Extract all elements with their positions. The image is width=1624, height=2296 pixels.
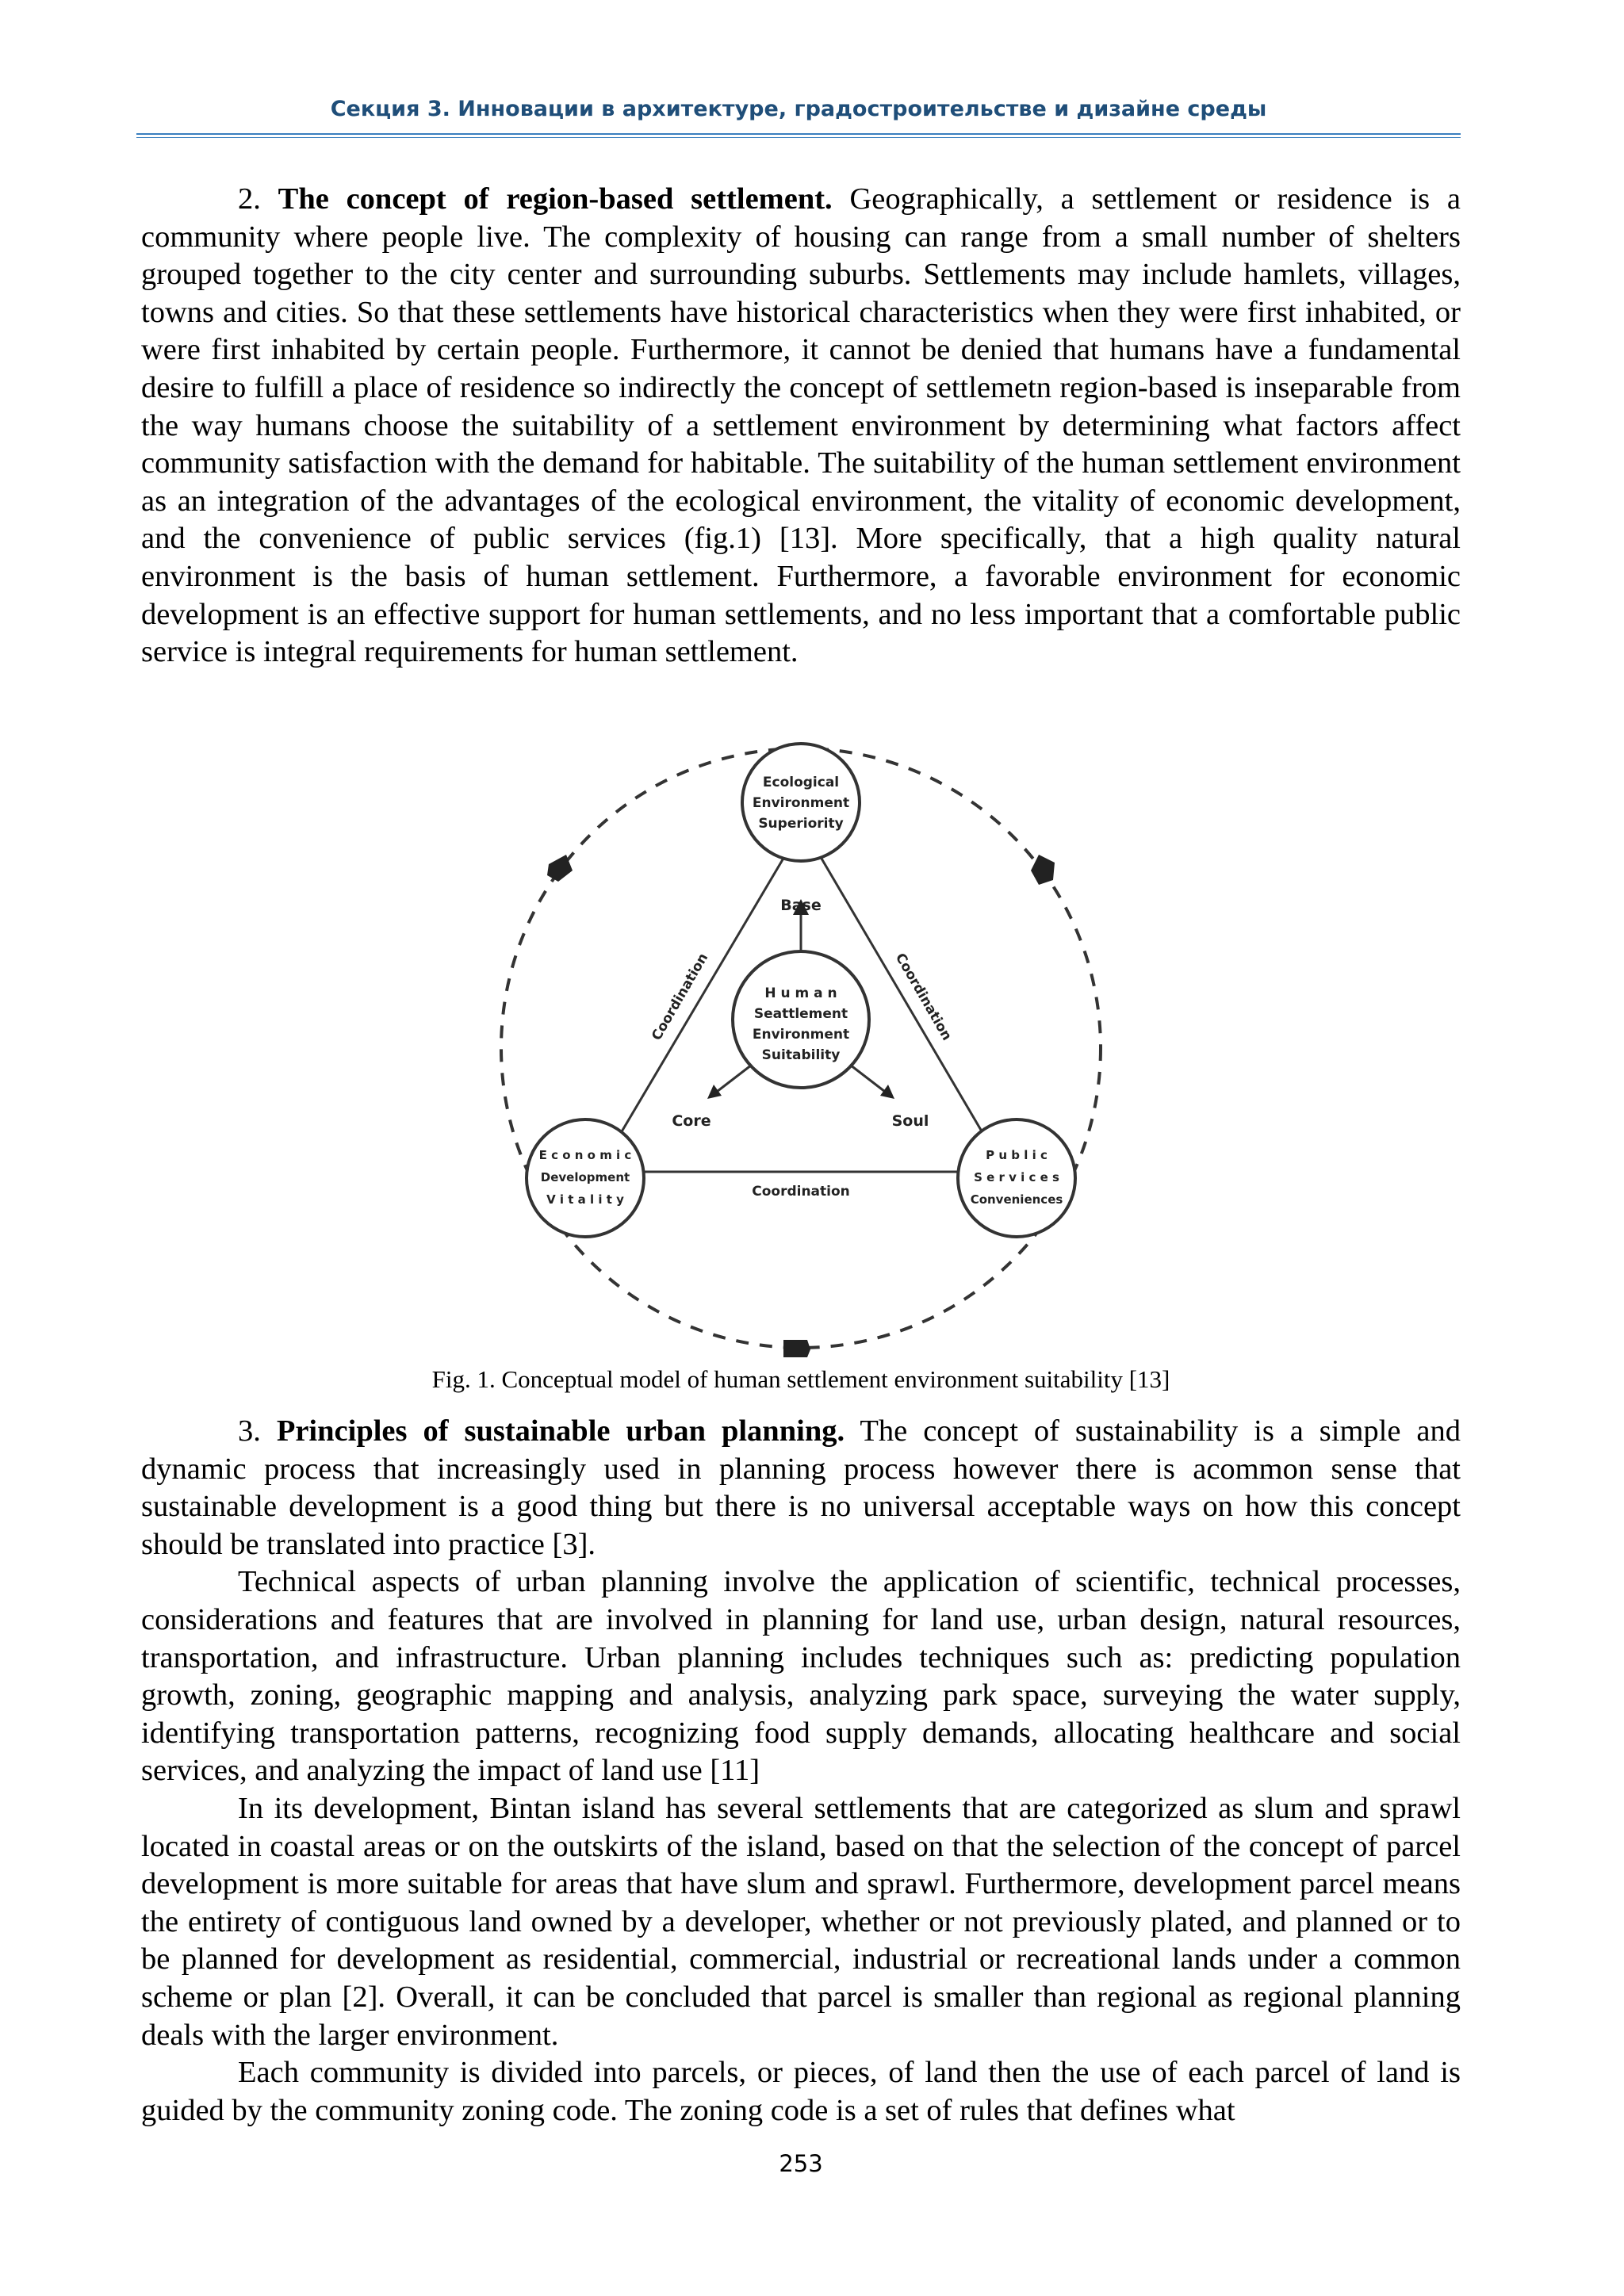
node-center-line4: Suitability	[761, 1047, 841, 1063]
paragraph-text: The concept of sustainability is a simple and dynamic process that increasingly used in planning process however there is acommon sense that sustainable development is a good thing but there is no universal acceptable ways on how this concept should be translated into practice [3].	[141, 1414, 1461, 1561]
node-ecological-line3: Superiority	[758, 816, 844, 832]
section-number: 3.	[238, 1414, 261, 1448]
label-soul: Soul	[891, 1112, 929, 1130]
node-public-line1: P u b l i c	[986, 1148, 1048, 1162]
label-coordination-bottom: Coordination	[752, 1184, 850, 1200]
section-2-block	[141, 181, 1461, 672]
paragraph-text: Geographically, a settlement or residence is a community where people live. The complexity of housing can range from a small number of shelters grouped together to the city center and surrounding suburbs. Settlements may include hamlets, villages, towns and cities. So that these settlements have historical characteristics when they were first inhabited, or were first inhabited by certain people. Furthermore, it cannot be denied that humans have a fundamental desire to fulfill a place of residence so indirectly the concept of settlemetn region-based is inseparable from the way humans choose the suitability of a settlement environment by determining what factors affect community satisfaction with the demand for habitable. The suitability of the human settlement environment as an integration of the advantages of the ecological environment, the vitality of economic development, and the convenience of public services (fig.1) [13]. More specifically, that a high quality natural environment is the basis of human settlement. Furthermore, a favorable environment for economic development is an effective support for human settlements, and no less important that a comfortable public service is integral requirements for human settlement.	[141, 182, 1461, 669]
arrow-soul	[847, 1062, 888, 1094]
node-ecological-line2: Environment	[752, 795, 850, 811]
node-ecological-line1: Ecological	[762, 775, 840, 790]
section-2-paragraph	[141, 181, 1461, 672]
running-header: Секция 3. Инновации в архитектуре, градостроительстве и дизайне среды	[330, 97, 1267, 121]
node-public-line3: Conveniences	[970, 1192, 1063, 1207]
node-public-line2: S e r v i c e s	[974, 1170, 1059, 1184]
arrow-core-head	[707, 1085, 722, 1099]
node-economic-line2: Development	[540, 1170, 630, 1184]
header-rule	[136, 133, 1461, 135]
section-number: 2.	[238, 182, 261, 216]
figure-caption: Fig. 1. Conceptual model of human settlement environment suitability [13]	[431, 1365, 1170, 1393]
arrow-core	[714, 1062, 755, 1094]
header-rule-thin	[136, 137, 1461, 138]
arrow-soul-head	[880, 1085, 894, 1099]
section-heading: The concept of region-based settlement.	[278, 182, 833, 216]
node-center-line2: Seattlement	[753, 1006, 848, 1022]
label-coordination-left: Coordination	[649, 951, 712, 1043]
outer-marker-bottom	[783, 1340, 810, 1357]
figure-conceptual-model	[476, 723, 1126, 1373]
section-heading: Principles of sustainable urban planning.	[276, 1414, 845, 1448]
label-base: Base	[780, 897, 822, 914]
label-core: Core	[672, 1112, 711, 1130]
node-economic-line3: V i t a l i t y	[546, 1192, 624, 1207]
node-center-line3: Environment	[752, 1027, 850, 1043]
section-3-block	[141, 1413, 1461, 2130]
node-center-line1: H u m a n	[764, 985, 837, 1001]
section-3-paragraph	[141, 1413, 1461, 1563]
paragraph: In its development, Bintan island has several settlements that are categorized as slum and sprawl located in coastal areas or on the outskirts of the island, based on that the selection of the concept of parcel development is more suitable for areas that have slum and sprawl. Furthermore, development parcel means the entirety of contiguous land owned by a developer, whether or not previously plated, and planned or to be planned for development as residential, commercial, industrial or recreational lands under a common scheme or plan [2]. Overall, it can be concluded that parcel is smaller than regional as regional planning deals with the larger environment.	[141, 1791, 1461, 2052]
outer-marker-right	[1031, 855, 1055, 885]
label-coordination-right: Coordination	[891, 951, 955, 1043]
paragraph: Technical aspects of urban planning involve the application of scientific, technical processes, considerations and features that are involved in planning for land use, urban design, natural resources, transportation, and infrastructure. Urban planning includes techniques such as: predicting population growth, zoning, geographic mapping and analysis, analyzing park space, surveying the water supply, identifying transportation patterns, recognizing food supply demands, allocating healthcare and social services, and analyzing the impact of land use [11]	[141, 1565, 1461, 1788]
paragraph: Each community is divided into parcels, or pieces, of land then the use of each parcel of land is guided by the community zoning code. The zoning code is a set of rules that defines what	[141, 2056, 1461, 2127]
page-number: 253	[779, 2150, 823, 2177]
node-economic-line1: E c o n o m i c	[538, 1148, 632, 1162]
